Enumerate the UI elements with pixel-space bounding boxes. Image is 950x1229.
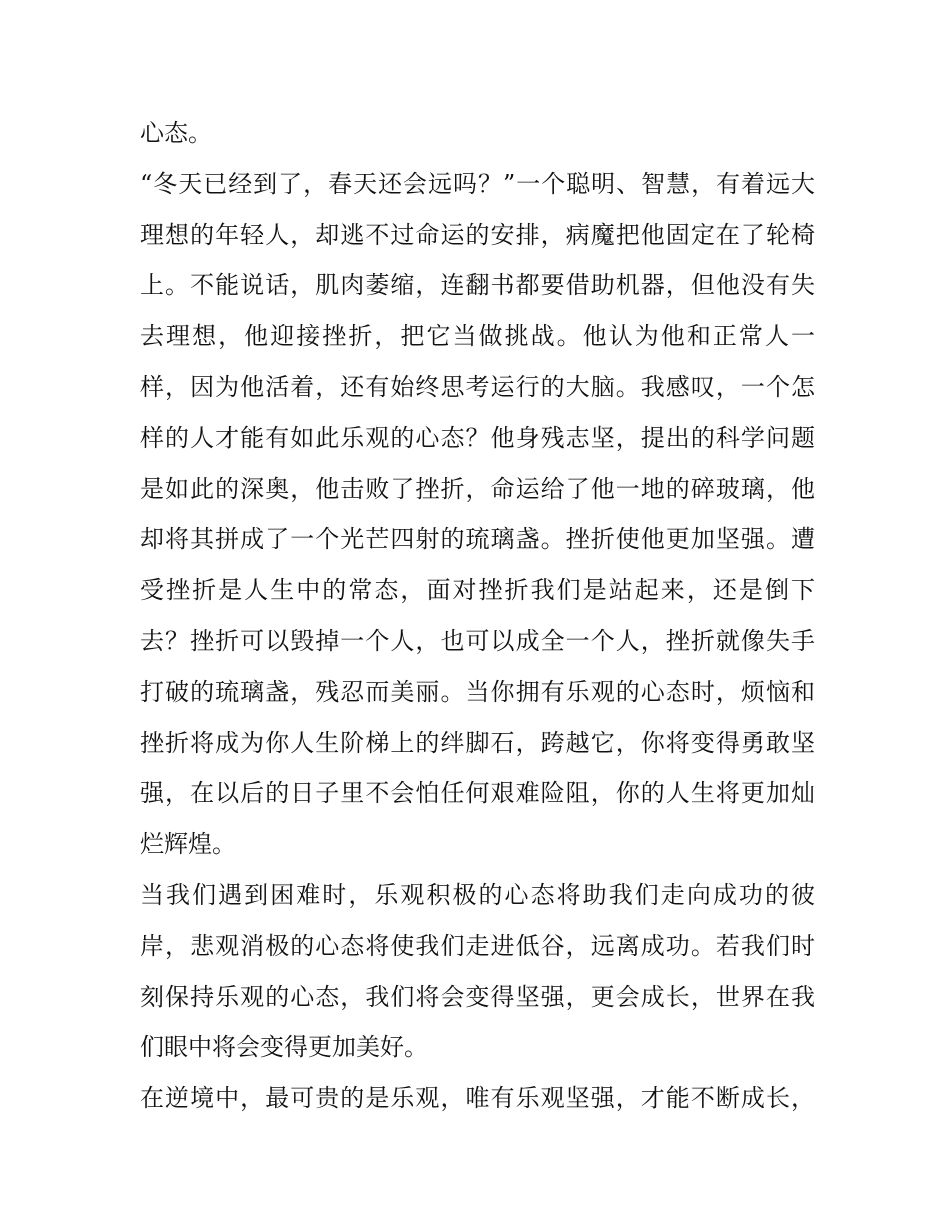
text-line: 去？挫折可以毁掉一个人，也可以成全一个人，挫折就像失手 [140,626,815,655]
text-line: 样，因为他活着，还有始终思考运行的大脑。我感叹，一个怎 [140,372,815,401]
text-line: 们眼中将会变得更加美好。 [140,1033,428,1062]
text-line: 却将其拼成了一个光芒四射的琉璃盏。挫折使他更加坚强。遭 [140,525,815,554]
text-line: 打破的琉璃盏，残忍而美丽。当你拥有乐观的心态时，烦恼和 [140,677,815,706]
text-line: 心态。 [140,119,212,147]
text-line: 刻保持乐观的心态，我们将会变得坚强，更会成长，世界在我 [140,982,815,1011]
text-line: 是如此的深奥，他击败了挫折，命运给了他一地的碎玻璃，他 [140,474,815,503]
text-line: 理想的年轻人，却逃不过命运的安排，病魔把他固定在了轮椅 [140,220,815,249]
text-line: 受挫折是人生中的常态，面对挫折我们是站起来，还是倒下 [140,576,815,605]
text-line: 样的人才能有如此乐观的心态？他身残志坚，提出的科学问题 [140,423,815,452]
text-line: 强，在以后的日子里不会怕任何艰难险阻，你的人生将更加灿 [140,779,815,808]
text-line: 上。不能说话，肌肉萎缩，连翻书都要借助机器，但他没有失 [140,271,815,300]
text-line: 挫折将成为你人生阶梯上的绊脚石，跨越它，你将变得勇敢坚 [140,728,815,757]
text-line: 去理想，他迎接挫折，把它当做挑战。他认为他和正常人一 [140,322,815,351]
text-line: 岸，悲观消极的心态将使我们走进低谷，远离成功。若我们时 [140,931,815,960]
text-line: 在逆境中，最可贵的是乐观，唯有乐观坚强，才能不断成长， [140,1084,815,1113]
document-body [140,108,815,1124]
text-line: “冬天已经到了，春天还会远吗？”一个聪明、智慧，有着远大 [140,169,815,198]
text-line: 当我们遇到困难时，乐观积极的心态将助我们走向成功的彼 [140,880,815,909]
text-line: 烂辉煌。 [140,830,236,859]
